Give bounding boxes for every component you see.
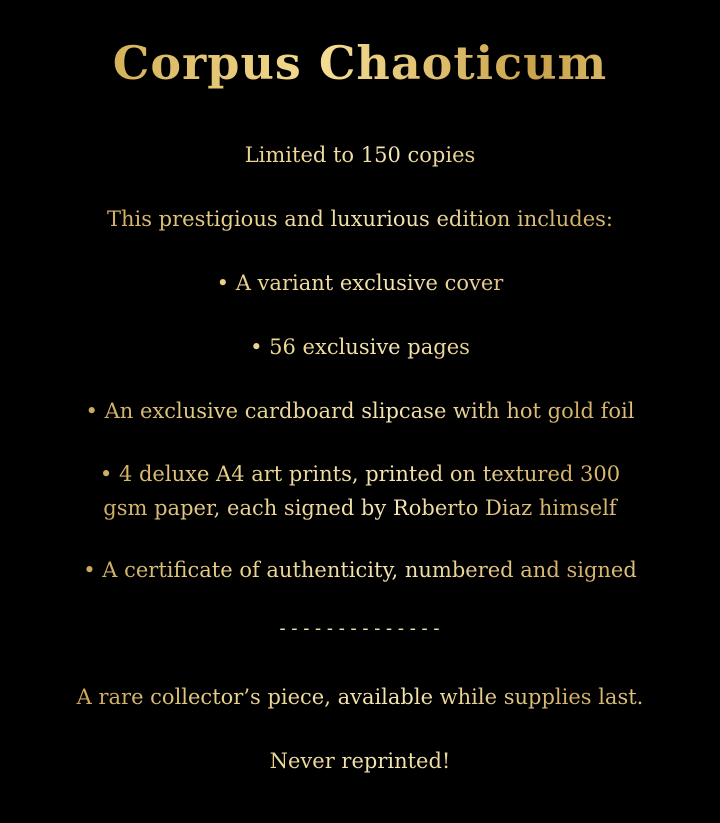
feature-art-prints-line-1: • 4 deluxe A4 art prints, printed on textured 300 bbox=[99, 462, 621, 486]
feature-exclusive-pages: • 56 exclusive pages bbox=[0, 330, 720, 364]
edition-intro-text: This prestigious and luxurious edition includes: bbox=[0, 202, 720, 236]
feature-certificate: • A certificate of authenticity, numbered and signed bbox=[0, 553, 720, 587]
closing-text: A rare collector’s piece, available while supplies last. bbox=[0, 680, 720, 714]
feature-variant-cover: • A variant exclusive cover bbox=[0, 266, 720, 300]
section-divider: -------------- bbox=[277, 618, 443, 639]
tagline-text: Never reprinted! bbox=[0, 744, 720, 778]
edition-limit-text: Limited to 150 copies bbox=[0, 138, 720, 172]
page-title: Corpus Chaoticum bbox=[0, 36, 720, 90]
feature-art-prints bbox=[0, 457, 720, 525]
feature-slipcase: • An exclusive cardboard slipcase with hot gold foil bbox=[0, 394, 720, 428]
feature-art-prints-line-2: gsm paper, each signed by Roberto Diaz himself bbox=[103, 496, 617, 520]
